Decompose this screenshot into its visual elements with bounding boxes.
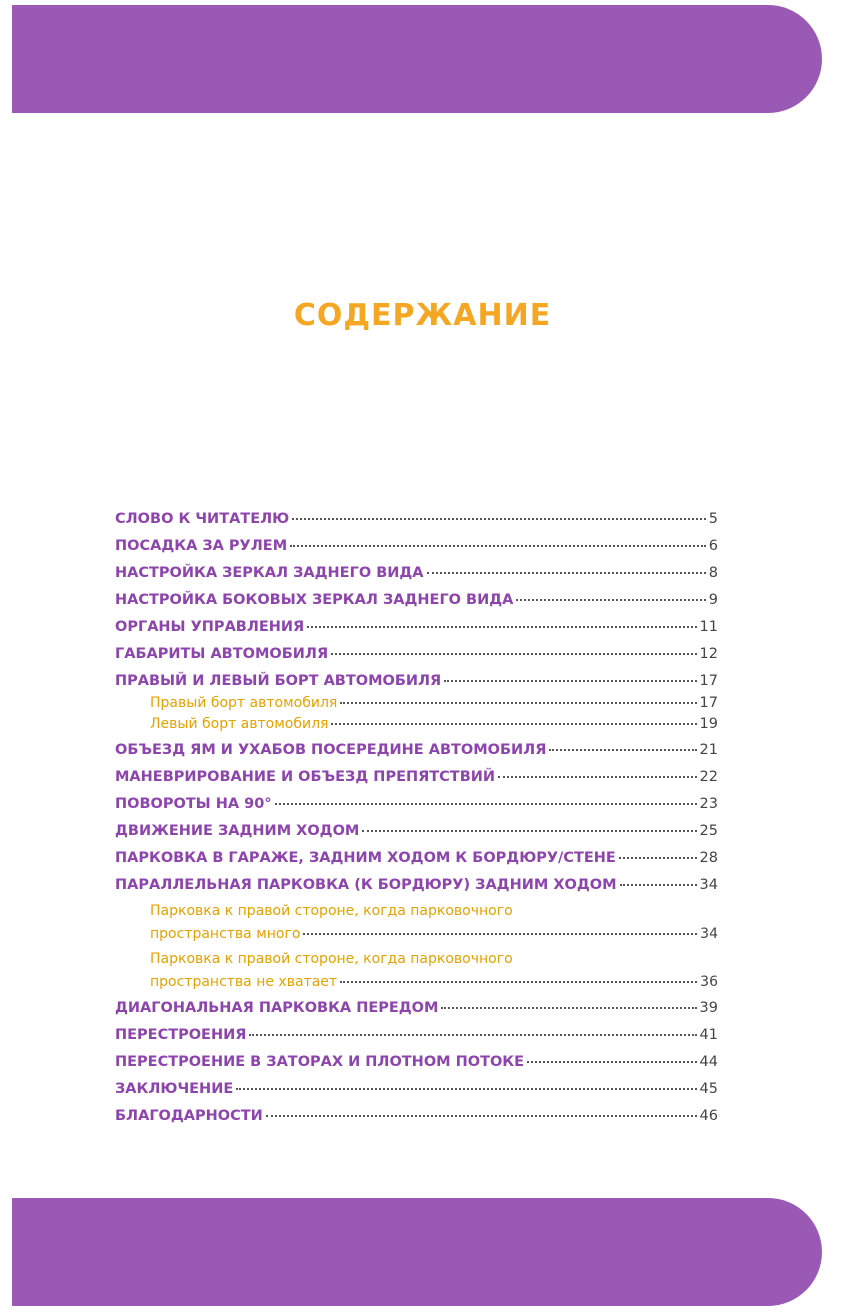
toc-entry[interactable] <box>115 845 718 872</box>
toc-entry-page: 9 <box>708 591 718 608</box>
toc-subentry-label-line1: Парковка к правой стороне, когда парковочного <box>150 951 513 967</box>
toc-entry-label: ДВИЖЕНИЕ ЗАДНИМ ХОДОМ <box>115 822 360 839</box>
toc-entry[interactable] <box>115 614 718 641</box>
leader-dots <box>427 557 706 574</box>
toc-entry-label: ГАБАРИТЫ АВТОМОБИЛЯ <box>115 645 329 662</box>
leader-dots <box>527 1046 696 1063</box>
toc-entry-page: 34 <box>699 876 718 893</box>
toc-entry-page: 5 <box>708 510 718 527</box>
toc-entry[interactable] <box>115 872 718 899</box>
toc-entry-label: НАСТРОЙКА БОКОВЫХ ЗЕРКАЛ ЗАДНЕГО ВИДА <box>115 591 514 608</box>
toc-subentry[interactable] <box>115 947 718 995</box>
toc-entry[interactable] <box>115 560 718 587</box>
leader-dots <box>340 688 696 704</box>
toc-entry-page: 45 <box>699 1080 718 1097</box>
toc-entry-page: 44 <box>699 1053 718 1070</box>
leader-dots <box>340 967 697 983</box>
toc-entry[interactable] <box>115 587 718 614</box>
toc-entry-page: 21 <box>699 741 718 758</box>
toc-entry-label: ПОСАДКА ЗА РУЛЕМ <box>115 537 288 554</box>
toc-entry[interactable] <box>115 995 718 1022</box>
toc-entry-label: МАНЕВРИРОВАНИЕ И ОБЪЕЗД ПРЕПЯТСТВИЙ <box>115 768 496 785</box>
toc-entry-page: 23 <box>699 795 718 812</box>
toc-entry[interactable] <box>115 641 718 668</box>
toc-entry[interactable] <box>115 818 718 845</box>
toc-entry-page: 6 <box>708 537 718 554</box>
leader-dots <box>275 788 697 805</box>
toc-entry[interactable] <box>115 1076 718 1103</box>
toc-entry-page: 28 <box>699 849 718 866</box>
toc-subentry-page: 17 <box>699 695 718 711</box>
toc-entry-page: 41 <box>699 1026 718 1043</box>
toc-entry[interactable] <box>115 506 718 533</box>
leader-dots <box>549 734 696 751</box>
toc-entry-label: ПРАВЫЙ И ЛЕВЫЙ БОРТ АВТОМОБИЛЯ <box>115 672 442 689</box>
leader-dots <box>620 869 697 886</box>
leader-dots <box>266 1100 697 1117</box>
leader-dots <box>516 584 705 601</box>
leader-dots <box>249 1019 696 1036</box>
leader-dots <box>307 611 696 628</box>
toc-subentry-page: 34 <box>700 926 718 942</box>
toc-entry[interactable] <box>115 764 718 791</box>
leader-dots <box>444 665 696 682</box>
leader-dots <box>303 919 697 935</box>
toc-subentry-label-line2: пространства много <box>150 926 301 942</box>
toc-entry-label: ПАРКОВКА В ГАРАЖЕ, ЗАДНИМ ХОДОМ К БОРДЮРУ/СТЕНЕ <box>115 849 616 866</box>
leader-dots <box>619 842 697 859</box>
leader-dots <box>441 992 696 1009</box>
toc-entry-page: 12 <box>699 645 718 662</box>
toc-subentry-label: Левый борт автомобиля <box>150 716 329 732</box>
leader-dots <box>236 1073 696 1090</box>
toc-entry-page: 8 <box>708 564 718 581</box>
toc-subentry-label-line1: Парковка к правой стороне, когда парковочного <box>150 903 513 919</box>
toc-subentry-page: 19 <box>699 716 718 732</box>
toc-entry[interactable] <box>115 737 718 764</box>
leader-dots <box>292 503 706 520</box>
toc-entry-label: ПОВОРОТЫ НА 90° <box>115 795 272 812</box>
toc-entry-label: ЗАКЛЮЧЕНИЕ <box>115 1080 234 1097</box>
toc-entry-label: ПЕРЕСТРОЕНИЯ <box>115 1026 247 1043</box>
toc-entry[interactable] <box>115 533 718 560</box>
toc-subentry[interactable] <box>115 712 718 733</box>
toc-subentry[interactable] <box>115 899 718 947</box>
toc-entry-page: 22 <box>699 768 718 785</box>
toc-entry-page: 17 <box>699 672 718 689</box>
toc-entry-label: БЛАГОДАРНОСТИ <box>115 1107 263 1124</box>
page-title: СОДЕРЖАНИЕ <box>293 298 552 333</box>
toc-entry-page: 39 <box>699 999 718 1016</box>
toc-subentry-page: 36 <box>700 974 718 990</box>
toc-subentry-label-line2: пространства не хватает <box>150 974 338 990</box>
leader-dots <box>331 638 696 655</box>
toc-entry-label: ПАРАЛЛЕЛЬНАЯ ПАРКОВКА (К БОРДЮРУ) ЗАДНИМ ХОДОМ <box>115 876 617 893</box>
toc-entry-page: 46 <box>699 1107 718 1124</box>
table-of-contents <box>115 506 718 1130</box>
bottom-decorative-band <box>12 1198 822 1306</box>
top-decorative-band <box>12 5 822 113</box>
toc-entry[interactable] <box>115 791 718 818</box>
toc-entry-page: 25 <box>699 822 718 839</box>
toc-entry-label: НАСТРОЙКА ЗЕРКАЛ ЗАДНЕГО ВИДА <box>115 564 424 581</box>
leader-dots <box>331 709 696 725</box>
leader-dots <box>498 761 697 778</box>
leader-dots <box>290 530 706 547</box>
leader-dots <box>362 815 696 832</box>
toc-entry[interactable] <box>115 1049 718 1076</box>
toc-subentry-label: Правый борт автомобиля <box>150 695 338 711</box>
toc-entry-label: ОРГАНЫ УПРАВЛЕНИЯ <box>115 618 305 635</box>
toc-entry-page: 11 <box>699 618 718 635</box>
toc-entry-label: ОБЪЕЗД ЯМ И УХАБОВ ПОСЕРЕДИНЕ АВТОМОБИЛЯ <box>115 741 547 758</box>
toc-entry[interactable] <box>115 1103 718 1130</box>
toc-entry-label: ПЕРЕСТРОЕНИЕ В ЗАТОРАХ И ПЛОТНОМ ПОТОКЕ <box>115 1053 525 1070</box>
toc-entry-label: ДИАГОНАЛЬНАЯ ПАРКОВКА ПЕРЕДОМ <box>115 999 439 1016</box>
toc-entry[interactable] <box>115 1022 718 1049</box>
toc-entry-label: СЛОВО К ЧИТАТЕЛЮ <box>115 510 290 527</box>
